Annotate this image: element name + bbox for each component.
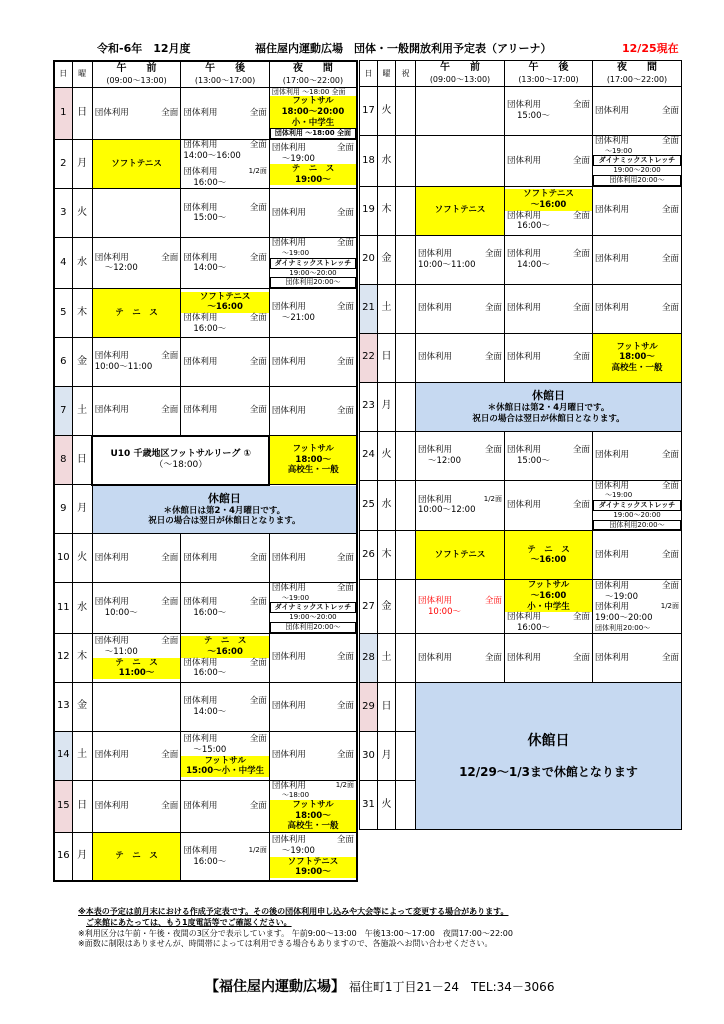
pm-cell: 団体利用 全面 14:00～ <box>505 235 593 284</box>
table-row <box>54 485 357 534</box>
am-cell: テ ニ ス <box>92 289 181 338</box>
table-row <box>360 634 682 683</box>
schedule-table-right <box>359 60 682 830</box>
holiday-mark <box>396 235 416 284</box>
am-cell: 団体利用 全面 <box>92 534 181 583</box>
holiday-mark <box>396 284 416 333</box>
ev-cell: 団体利用 全面 <box>269 731 357 780</box>
ev-cell: 団体利用 全面 <box>269 338 357 387</box>
holiday-mark <box>396 634 416 683</box>
table-row <box>360 683 682 732</box>
table-row <box>54 731 357 780</box>
day-number: 8 <box>54 436 72 485</box>
pm-cell: ソフトテニス ～16:00 団体利用 全面 16:00～ <box>505 186 593 235</box>
ev-cell: 団体利用 全面 <box>593 235 682 284</box>
holiday-mark <box>396 531 416 580</box>
pm-cell: 団体利用 全面 ～15:00 フットサル 15:00～小・中学生 <box>181 731 270 780</box>
day-of-week: 火 <box>72 189 92 238</box>
holiday-mark <box>396 186 416 235</box>
am-cell: テ ニ ス <box>92 832 181 881</box>
day-of-week: 木 <box>378 186 396 235</box>
page-title: 福住屋内運動広場 団体・一般開放利用予定表（アリーナ） <box>255 42 552 55</box>
ev-cell: 団体利用 全面 <box>593 284 682 333</box>
pm-cell: 団体利用 全面 <box>505 284 593 333</box>
pm-cell: 団体利用 全面 <box>181 338 270 387</box>
day-of-week: 土 <box>378 634 396 683</box>
day-number: 17 <box>360 87 378 136</box>
table-row <box>360 136 682 187</box>
am-cell: 団体利用 全面 <box>92 87 181 139</box>
am-cell <box>92 682 181 731</box>
day-number: 11 <box>54 583 72 634</box>
holiday-mark <box>396 480 416 531</box>
footer <box>205 976 554 996</box>
table-row <box>54 436 357 485</box>
ev-cell: 団体利用 全面 <box>269 387 357 436</box>
pm-cell: 団体利用 全面 <box>181 534 270 583</box>
table-row <box>54 387 357 436</box>
day-number: 28 <box>360 634 378 683</box>
holiday-mark <box>396 732 416 781</box>
col-pm: 午 後 (13:00～17:00) <box>181 61 270 87</box>
pm-cell: 団体利用 全面 <box>181 780 270 832</box>
ev-cell: 団体利用 全面 ～21:00 <box>269 289 357 338</box>
day-number: 5 <box>54 289 72 338</box>
day-number: 10 <box>54 534 72 583</box>
am-cell <box>416 87 505 136</box>
am-cell: 団体利用 全面 <box>416 284 505 333</box>
day-number: 19 <box>360 186 378 235</box>
table-row <box>360 580 682 634</box>
holiday-mark <box>396 382 416 431</box>
am-cell: 団体利用 1/2面 10:00～12:00 <box>416 480 505 531</box>
day-number: 4 <box>54 238 72 289</box>
table-row <box>360 531 682 580</box>
ev-cell: 団体利用 全面 <box>593 531 682 580</box>
col-holiday: 祝 <box>396 61 416 87</box>
day-of-week: 月 <box>72 139 92 189</box>
day-number: 22 <box>360 333 378 382</box>
day-number: 14 <box>54 731 72 780</box>
am-cell: 団体利用 全面 ～12:00 <box>416 431 505 480</box>
day-number: 21 <box>360 284 378 333</box>
day-number: 29 <box>360 683 378 732</box>
day-of-week: 日 <box>72 436 92 485</box>
day-of-week: 金 <box>72 338 92 387</box>
table-row <box>54 87 357 139</box>
pm-cell: 団体利用 全面 <box>181 87 270 139</box>
day-of-week: 日 <box>378 683 396 732</box>
am-cell <box>416 136 505 187</box>
day-of-week: 木 <box>378 531 396 580</box>
day-number: 18 <box>360 136 378 187</box>
note-2: ご来館にあたっては、もう1度電話等でご確認ください。 <box>86 917 292 927</box>
day-number: 23 <box>360 382 378 431</box>
day-number: 16 <box>54 832 72 881</box>
year-end-closure-cell: 休館日 12/29～1/3まで休館となります <box>416 683 682 830</box>
table-row <box>360 87 682 136</box>
day-number: 6 <box>54 338 72 387</box>
note-3: ※利用区分は午前・午後・夜間の3区分で表示しています。 午前9:00～13:00 午後13:00～17:00 夜間17:00～22:00 <box>78 928 513 938</box>
ev-cell: 団体利用 ～18:00 全面 フットサル 18:00～20:00 小・中学生 団体利用 ～18:00 全面 <box>269 87 357 139</box>
col-dow: 曜 <box>72 61 92 87</box>
col-dow: 曜 <box>378 61 396 87</box>
holiday-mark <box>396 333 416 382</box>
day-of-week: 月 <box>378 382 396 431</box>
day-of-week: 水 <box>378 136 396 187</box>
closed-day-cell: 休館日 ＊休館日は第2・4月曜日です。 祝日の場合は翌日が休館日となります。 <box>92 485 357 534</box>
ev-cell: 団体利用 全面 <box>593 186 682 235</box>
col-day: 日 <box>360 61 378 87</box>
am-cell: 団体利用 全面 10:00～11:00 <box>92 338 181 387</box>
day-number: 20 <box>360 235 378 284</box>
day-number: 31 <box>360 781 378 830</box>
day-of-week: 土 <box>72 387 92 436</box>
day-number: 26 <box>360 531 378 580</box>
am-cell: 団体利用 全面 ～12:00 <box>92 238 181 289</box>
day-of-week: 火 <box>378 87 396 136</box>
day-of-week: 金 <box>72 682 92 731</box>
day-of-week: 木 <box>72 289 92 338</box>
day-of-week: 火 <box>378 431 396 480</box>
am-cell: ソフトテニス <box>92 139 181 189</box>
day-of-week: 土 <box>72 731 92 780</box>
table-header-row <box>360 61 682 87</box>
day-number: 9 <box>54 485 72 534</box>
ev-cell: 団体利用 全面 ～19:00 ダイナミックストレッチ 19:00～20:00 団体利用20:00～ <box>269 583 357 634</box>
table-row <box>360 333 682 382</box>
day-of-week: 金 <box>378 580 396 634</box>
am-cell: 団体利用 全面 10:00～ <box>416 580 505 634</box>
col-ev: 夜 間 (17:00～22:00) <box>269 61 357 87</box>
table-row <box>360 480 682 531</box>
note-4: ※面数に制限はありませんが、時間帯によっては利用できる場合もありますので、各施設へお問い合わせください。 <box>78 939 493 949</box>
day-of-week: 月 <box>378 732 396 781</box>
ev-cell: 団体利用 全面 <box>269 189 357 238</box>
am-cell <box>92 189 181 238</box>
day-of-week: 火 <box>72 534 92 583</box>
ev-cell: 団体利用 全面 ～19:00 団体利用 1/2面 19:00～20:00 団体利用20:00～ <box>593 580 682 634</box>
pm-cell: 団体利用 全面 14:00～ <box>181 682 270 731</box>
table-row <box>54 289 357 338</box>
col-am: 午 前 (09:00～13:00) <box>92 61 181 87</box>
am-cell: 団体利用 全面 <box>416 634 505 683</box>
ev-cell: フットサル 18:00～ 高校生・一般 <box>593 333 682 382</box>
pm-cell: 団体利用 全面 <box>505 136 593 187</box>
col-day: 日 <box>54 61 72 87</box>
ev-cell: 団体利用 全面 <box>593 431 682 480</box>
am-cell: 団体利用 全面 10:00～ <box>92 583 181 634</box>
table-row <box>54 633 357 682</box>
day-number: 15 <box>54 780 72 832</box>
am-cell: 団体利用 全面 10:00～11:00 <box>416 235 505 284</box>
day-number: 30 <box>360 732 378 781</box>
as-of-date: 12/25現在 <box>622 42 679 55</box>
table-row <box>54 189 357 238</box>
ev-cell: 団体利用 全面 ～19:00 ダイナミックストレッチ 19:00～20:00 団体利用20:00～ <box>593 136 682 187</box>
day-of-week: 水 <box>72 238 92 289</box>
table-row <box>360 431 682 480</box>
day-of-week: 水 <box>378 480 396 531</box>
notes <box>78 907 513 950</box>
table-row <box>54 338 357 387</box>
am-cell: 団体利用 全面 ～11:00 テ ニ ス 11:00～ <box>92 633 181 682</box>
col-ev: 夜 間 (17:00～22:00) <box>593 61 682 87</box>
table-row <box>360 235 682 284</box>
pm-cell: 団体利用 全面 15:00～ <box>181 189 270 238</box>
day-of-week: 月 <box>72 485 92 534</box>
facility-name: 【福住屋内運動広場】 <box>205 979 345 995</box>
col-pm: 午 後 (13:00～17:00) <box>505 61 593 87</box>
day-number: 7 <box>54 387 72 436</box>
table-row <box>54 780 357 832</box>
ev-cell: 団体利用 全面 <box>269 682 357 731</box>
ev-cell: 団体利用 全面 ～19:00 ソフトテニス 19:00～ <box>269 832 357 881</box>
holiday-mark <box>396 431 416 480</box>
table-row <box>54 139 357 189</box>
day-number: 27 <box>360 580 378 634</box>
ev-cell: 団体利用 全面 <box>593 634 682 683</box>
day-number: 24 <box>360 431 378 480</box>
pm-cell: テ ニ ス ～16:00 <box>505 531 593 580</box>
table-row <box>360 382 682 431</box>
holiday-mark <box>396 781 416 830</box>
table-row <box>54 583 357 634</box>
ev-cell: 団体利用 全面 <box>269 534 357 583</box>
day-of-week: 木 <box>72 633 92 682</box>
ev-cell: 団体利用 1/2面 ～18:00 フットサル 18:00～ 高校生・一般 <box>269 780 357 832</box>
event-u10-league: U10 千歳地区フットサルリーグ ① （～18:00） <box>92 436 269 485</box>
header-era-month: 令和-6年 12月度 <box>97 42 191 55</box>
ev-cell: 団体利用 全面 ～19:00 ダイナミックストレッチ 19:00～20:00 団体利用20:00～ <box>593 480 682 531</box>
pm-cell: ソフトテニス ～16:00 団体利用 全面 16:00～ <box>181 289 270 338</box>
ev-cell: 団体利用 全面 ～19:00 テ ニ ス 19:00～ <box>269 139 357 189</box>
ev-cell: 団体利用 全面 ～19:00 ダイナミックストレッチ 19:00～20:00 団体利用20:00～ <box>269 238 357 289</box>
am-cell: 団体利用 全面 <box>92 387 181 436</box>
table-row <box>54 682 357 731</box>
facility-address: 福住町1丁目21－24 TEL:34－3066 <box>348 980 555 994</box>
pm-cell: 団体利用 全面 14:00～ <box>181 238 270 289</box>
day-of-week: 日 <box>72 780 92 832</box>
schedule-table-left <box>53 60 358 882</box>
day-of-week: 土 <box>378 284 396 333</box>
am-cell: ソフトテニス <box>416 186 505 235</box>
day-of-week: 水 <box>72 583 92 634</box>
am-cell: 団体利用 全面 <box>416 333 505 382</box>
pm-cell: 団体利用 全面 14:00～16:00 団体利用 1/2面 16:00～ <box>181 139 270 189</box>
day-number: 13 <box>54 682 72 731</box>
table-row <box>54 534 357 583</box>
note-1: ※本表の予定は前月末における作成予定表です。その後の団体利用申し込みや大会等によって変更する場合があります。 <box>78 907 509 916</box>
table-row <box>360 284 682 333</box>
day-number: 2 <box>54 139 72 189</box>
day-of-week: 金 <box>378 235 396 284</box>
day-of-week: 火 <box>378 781 396 830</box>
pm-cell: 団体利用 全面 16:00～ <box>181 583 270 634</box>
pm-cell: 団体利用 全面 15:00～ <box>505 431 593 480</box>
day-number: 3 <box>54 189 72 238</box>
pm-cell: テ ニ ス ～16:00 団体利用 全面 16:00～ <box>181 633 270 682</box>
table-row <box>54 238 357 289</box>
table-header-row <box>54 61 357 87</box>
holiday-mark <box>396 87 416 136</box>
day-number: 1 <box>54 87 72 139</box>
closed-day-cell: 休館日 ＊休館日は第2・4月曜日です。 祝日の場合は翌日が休館日となります。 <box>416 382 682 431</box>
day-of-week: 日 <box>72 87 92 139</box>
table-row <box>360 186 682 235</box>
pm-cell: 団体利用 全面 <box>505 333 593 382</box>
pm-cell: 団体利用 1/2面 16:00～ <box>181 832 270 881</box>
pm-cell: 団体利用 全面 <box>505 634 593 683</box>
ev-cell: フットサル 18:00～ 高校生・一般 <box>269 436 357 485</box>
am-cell: 団体利用 全面 <box>92 780 181 832</box>
ev-cell: 団体利用 全面 <box>269 633 357 682</box>
col-am: 午 前 (09:00～13:00) <box>416 61 505 87</box>
am-cell: ソフトテニス <box>416 531 505 580</box>
ev-cell: 団体利用 全面 <box>593 87 682 136</box>
holiday-mark <box>396 136 416 187</box>
day-number: 12 <box>54 633 72 682</box>
am-cell: 団体利用 全面 <box>92 731 181 780</box>
pm-cell: フットサル ～16:00 小・中学生 団体利用 全面 16:00～ <box>505 580 593 634</box>
pm-cell: 団体利用 全面 <box>505 480 593 531</box>
day-of-week: 日 <box>378 333 396 382</box>
pm-cell: 団体利用 全面 <box>181 387 270 436</box>
day-number: 25 <box>360 480 378 531</box>
pm-cell: 団体利用 全面 15:00～ <box>505 87 593 136</box>
day-of-week: 月 <box>72 832 92 881</box>
holiday-mark <box>396 683 416 732</box>
table-row <box>54 832 357 881</box>
holiday-mark <box>396 580 416 634</box>
